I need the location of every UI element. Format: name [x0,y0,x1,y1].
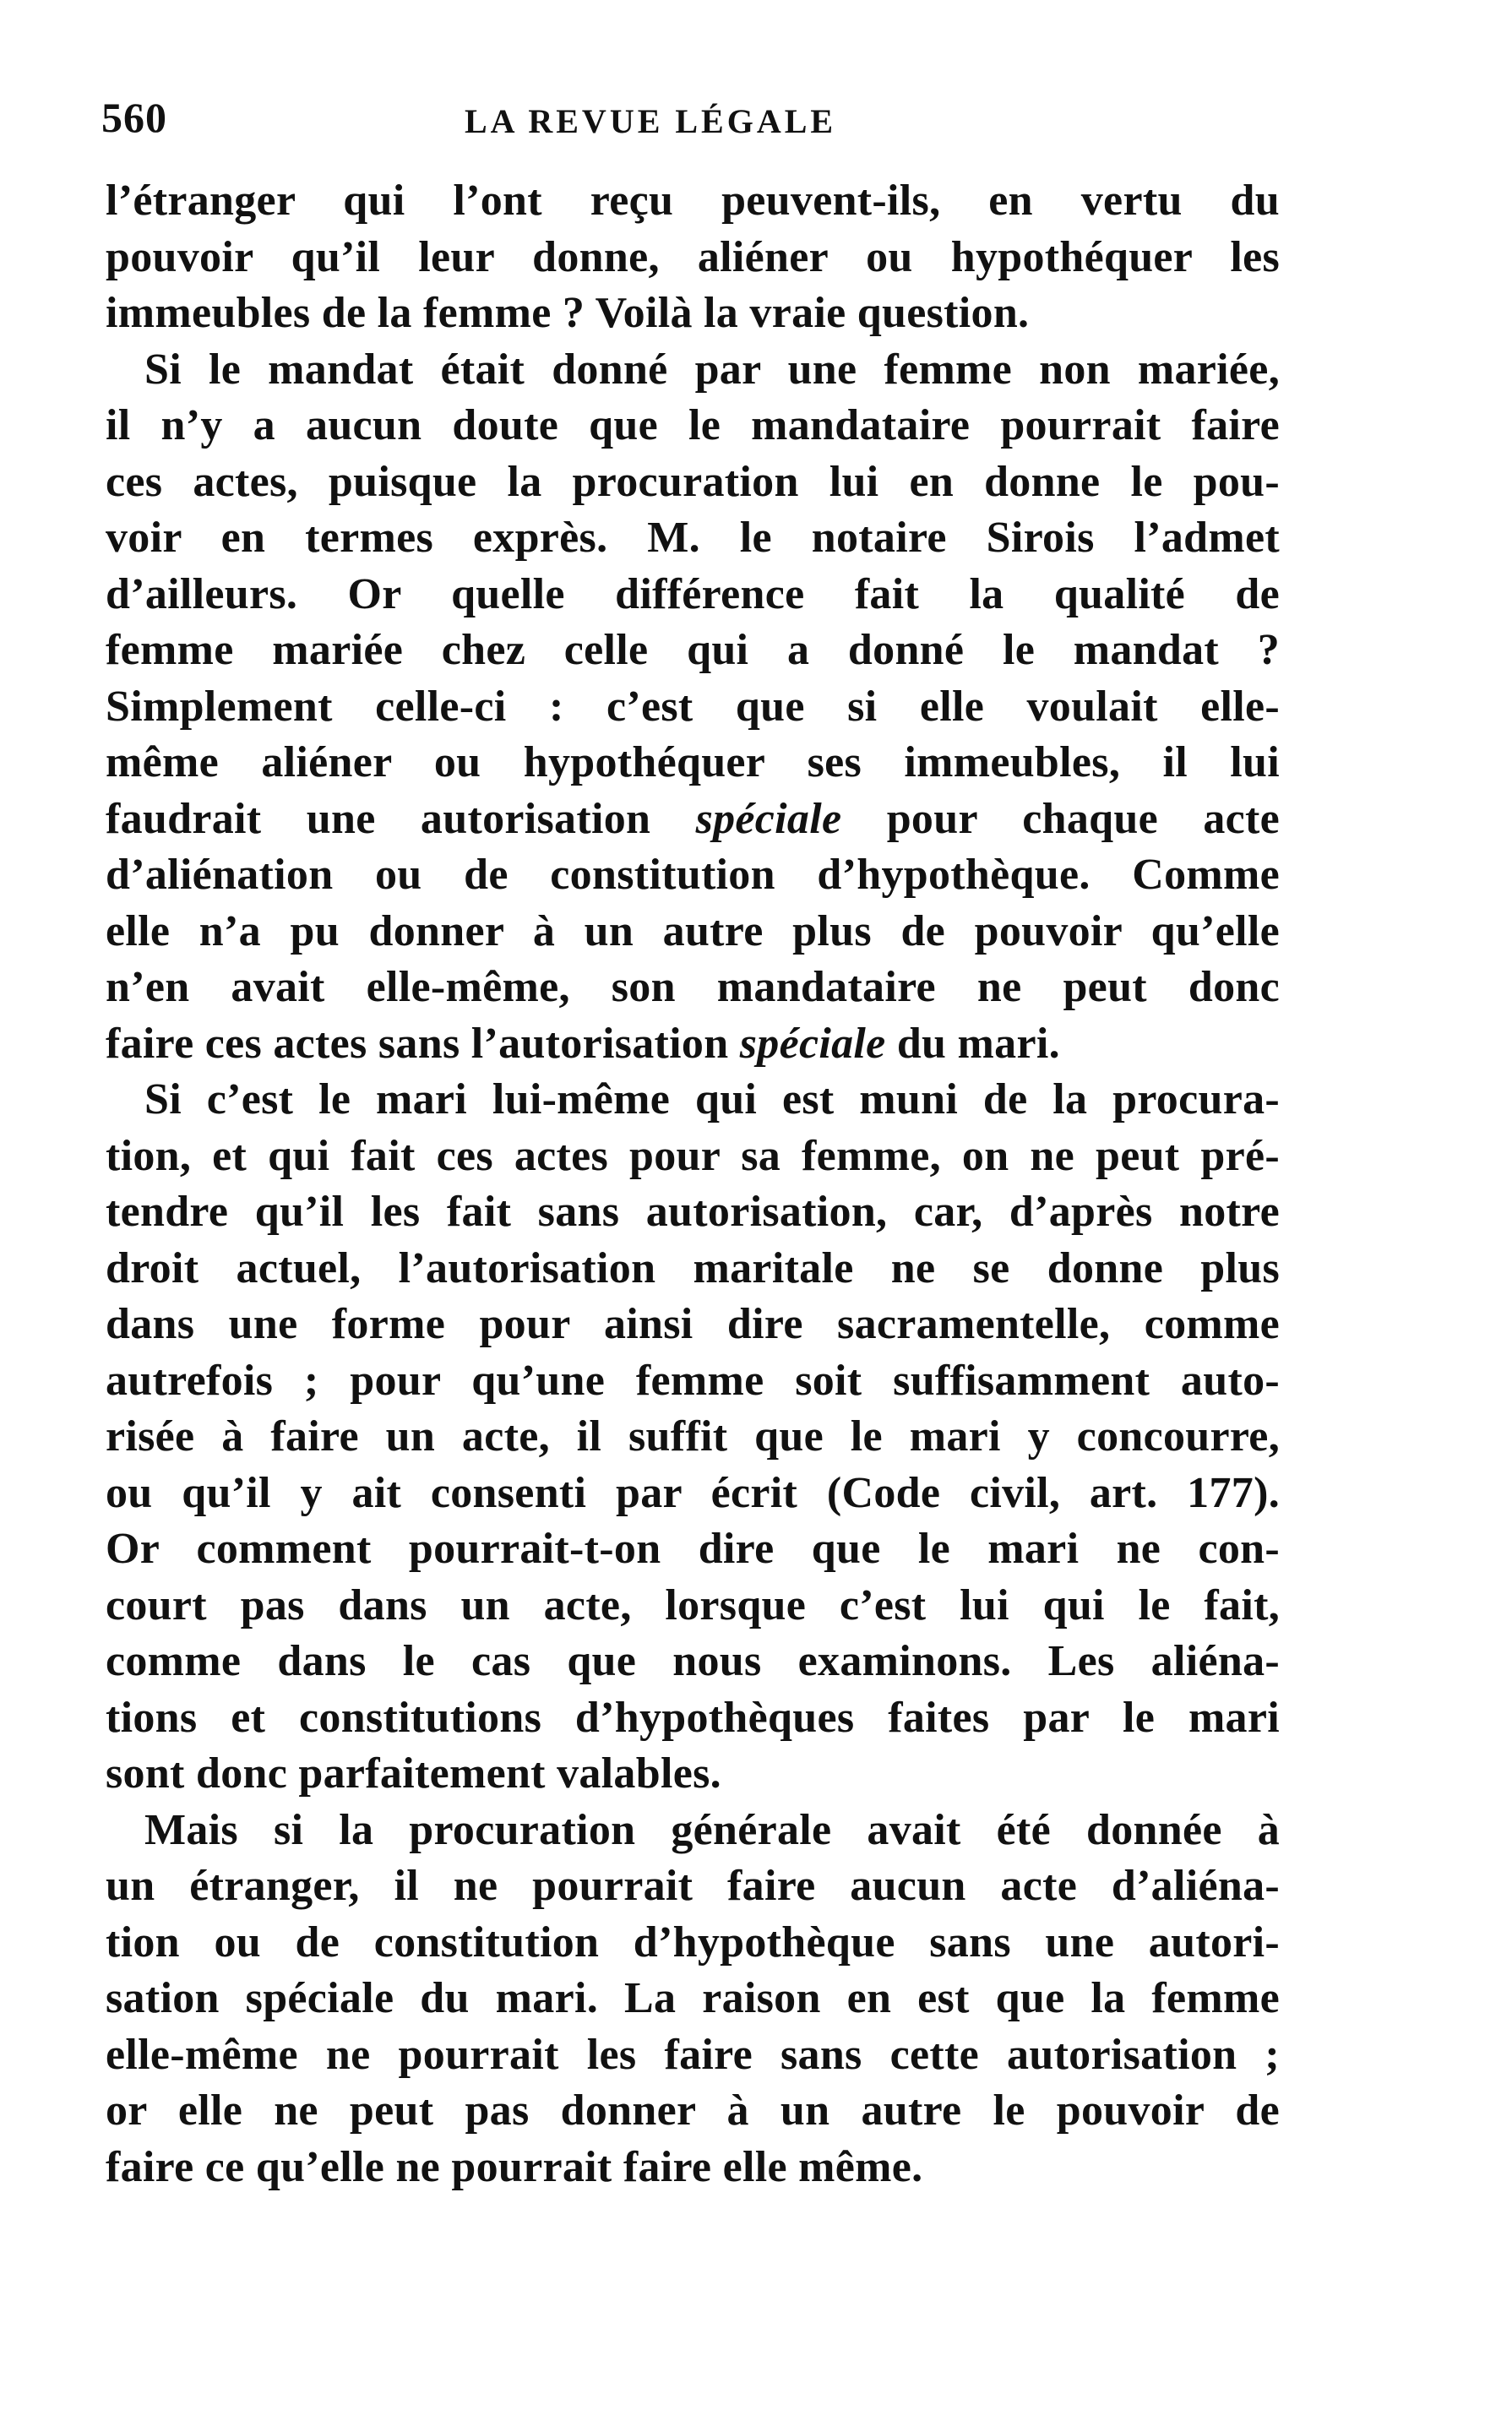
text-line: or elle ne peut pas donner à un autre le pouvoir de [106,2086,1280,2135]
text-line: comme dans le cas que nous examinons. Les aliéna- [106,1637,1280,1685]
text-line: elle n’a pu donner à un autre plus de pouvoir qu’elle [106,906,1280,955]
text-line: Si c’est le mari lui-même qui est muni de la procura- [144,1075,1280,1123]
text-line: Mais si la procuration générale avait été donnée à [144,1805,1280,1854]
text-line: même aliéner ou hypothéquer ses immeubles, il lui [106,738,1280,786]
paragraph [106,1072,1280,1803]
text-line: tion, et qui fait ces actes pour sa femme, on ne peut pré- [106,1131,1280,1180]
text-line: d’ailleurs. Or quelle différence fait la qualité de [106,569,1280,618]
text-line: Simplement celle-ci : c’est que si elle voulait elle- [106,682,1280,731]
text-line: n’en avait elle-même, son mandataire ne peut donc [106,963,1280,1011]
text-segment: faire ces actes sans l’autorisation [106,1019,740,1068]
emphasized-word: spéciale [695,794,842,843]
text-line: Or comment pourrait-t-on dire que le mari ne con- [106,1525,1280,1573]
page-number: 560 [101,94,167,141]
body-text [106,173,1280,2195]
journal-title: LA REVUE LÉGALE [465,102,837,140]
paragraph [106,1803,1280,2196]
text-line: sation spéciale du mari. La raison en est que la femme [106,1974,1280,2022]
text-line-with-emphasis [106,1016,1280,1073]
text-line: Si le mandat était donné par une femme non mariée, [144,345,1280,394]
text-line: tendre qu’il les fait sans autorisation, car, d’après notre [106,1188,1280,1236]
text-line: dans une forme pour ainsi dire sacramentelle, comme [106,1300,1280,1348]
text-line: risée à faire un acte, il suffit que le mari y concourre, [106,1412,1280,1461]
text-line: court pas dans un acte, lorsque c’est lui qui le fait, [106,1580,1280,1629]
text-line: tion ou de constitution d’hypothèque sans une autori- [106,1918,1280,1967]
running-head [101,93,1275,152]
text-line: ou qu’il y ait consenti par écrit (Code civil, art. 177). [106,1468,1280,1517]
text-segment: pour chaque acte [841,794,1281,843]
text-line: elle-même ne pourrait les faire sans cette autorisation ; [106,2030,1280,2079]
paragraph-continuation [106,173,1280,342]
text-line: pouvoir qu’il leur donne, aliéner ou hypothéquer les [106,232,1280,281]
text-segment: faudrait une autorisation [106,794,696,843]
text-line: voir en termes exprès. M. le notaire Sirois l’admet [106,514,1280,562]
text-line: il n’y a aucun doute que le mandataire pourrait faire [106,401,1280,449]
text-segment: du mari. [885,1019,1060,1068]
text-line: autrefois ; pour qu’une femme soit suffisamment auto- [106,1356,1280,1405]
text-line: ces actes, puisque la procuration lui en donne le pou- [106,457,1280,506]
text-line-with-emphasis [106,792,1280,848]
paragraph [106,342,1280,1073]
text-line: femme mariée chez celle qui a donné le mandat ? [106,626,1280,674]
text-line: d’aliénation ou de constitution d’hypothèque. Comme [106,851,1280,899]
emphasized-word: spéciale [739,1019,886,1068]
text-line: un étranger, il ne pourrait faire aucun acte d’aliéna- [106,1862,1280,1910]
text-line: droit actuel, l’autorisation maritale ne se donne plus [106,1243,1280,1292]
text-line: l’étranger qui l’ont reçu peuvent-ils, en vertu du [106,177,1280,225]
text-line: immeubles de la femme ? Voilà la vraie question. [106,289,1030,337]
text-line: tions et constitutions d’hypothèques faites par le mari [106,1693,1280,1742]
text-line: sont donc parfaitement valables. [106,1749,721,1798]
text-line: faire ce qu’elle ne pourrait faire elle même. [106,2142,923,2191]
